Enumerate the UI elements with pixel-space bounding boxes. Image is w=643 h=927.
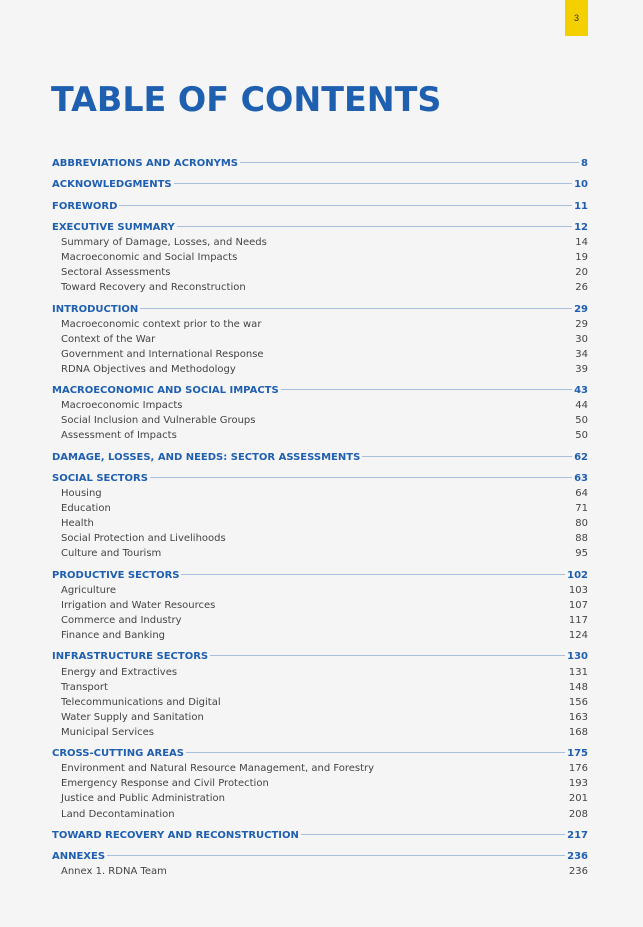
page-title: TABLE OF CONTENTS bbox=[51, 80, 442, 120]
toc-heading-page: 10 bbox=[574, 179, 588, 191]
toc-subentry-page: 44 bbox=[575, 400, 588, 412]
toc-subentry[interactable] bbox=[52, 413, 588, 428]
toc-subentry-title: Emergency Response and Civil Protection bbox=[61, 778, 269, 790]
toc-heading-page: 43 bbox=[574, 385, 588, 397]
toc-subentry-page: 193 bbox=[568, 778, 588, 790]
toc-section-heading[interactable] bbox=[52, 450, 588, 465]
toc-subentry-page: 71 bbox=[575, 503, 588, 515]
toc-leader-line bbox=[107, 855, 565, 856]
toc-subentry-title: Energy and Extractives bbox=[61, 666, 178, 678]
toc-heading-title: ACKNOWLEDGMENTS bbox=[52, 179, 172, 191]
toc-subentry-page: 208 bbox=[568, 808, 588, 820]
toc-leader-line bbox=[140, 308, 572, 309]
toc-subentry-title: Housing bbox=[61, 488, 102, 500]
toc-section bbox=[52, 156, 588, 171]
toc-subentry[interactable] bbox=[52, 516, 588, 531]
toc-section-heading[interactable] bbox=[52, 746, 588, 761]
page-number: 3 bbox=[573, 13, 579, 23]
toc-section bbox=[52, 746, 588, 821]
toc-heading-title: CROSS-CUTTING AREAS bbox=[52, 748, 184, 760]
toc-subentry-title: Sectoral Assessments bbox=[61, 267, 171, 279]
toc-subentry-title: Macroeconomic and Social Impacts bbox=[61, 252, 238, 264]
toc-subentry[interactable] bbox=[52, 598, 588, 613]
toc-subentry-page: 163 bbox=[568, 711, 588, 723]
toc-leader-line bbox=[181, 574, 565, 575]
toc-subentry[interactable] bbox=[52, 680, 588, 695]
page-number-badge bbox=[565, 0, 588, 36]
toc-subentry-page: 103 bbox=[568, 584, 588, 596]
toc-subentry-title: Education bbox=[61, 503, 111, 515]
toc-subentry-title: Irrigation and Water Resources bbox=[61, 599, 216, 611]
toc-subentry-page: 88 bbox=[575, 533, 588, 545]
toc-subentry-title: Transport bbox=[61, 681, 108, 693]
toc-subentry[interactable] bbox=[52, 486, 588, 501]
toc-section bbox=[52, 568, 588, 643]
toc-section-heading[interactable] bbox=[52, 828, 588, 843]
toc-heading-title: INTRODUCTION bbox=[52, 303, 139, 315]
toc-leader-line bbox=[186, 752, 565, 753]
toc-section bbox=[52, 383, 588, 443]
toc-subentry-title: Context of the War bbox=[61, 333, 156, 345]
toc-subentry-page: 64 bbox=[575, 488, 588, 500]
toc-subentry-title: Municipal Services bbox=[61, 726, 154, 738]
toc-heading-page: 130 bbox=[567, 651, 588, 663]
toc-heading-title: FOREWORD bbox=[52, 200, 118, 212]
toc-leader-line bbox=[174, 183, 572, 184]
toc-subentry-page: 236 bbox=[568, 866, 588, 878]
toc-subentry[interactable] bbox=[52, 265, 588, 280]
toc-heading-title: TOWARD RECOVERY AND RECONSTRUCTION bbox=[52, 829, 299, 841]
toc-subentry[interactable] bbox=[52, 280, 588, 295]
toc-subentry[interactable] bbox=[52, 583, 588, 598]
toc-heading-title: DAMAGE, LOSSES, AND NEEDS: SECTOR ASSESSMENTS bbox=[52, 451, 361, 463]
toc-subentry[interactable] bbox=[52, 791, 588, 806]
toc-section bbox=[52, 471, 588, 562]
toc-subentry-page: 201 bbox=[568, 793, 588, 805]
toc-subentry[interactable] bbox=[52, 501, 588, 516]
toc-subentry-page: 176 bbox=[568, 763, 588, 775]
table-of-contents bbox=[52, 156, 588, 879]
toc-section-heading[interactable] bbox=[52, 156, 588, 171]
toc-subentry[interactable] bbox=[52, 332, 588, 347]
toc-subentry-page: 117 bbox=[568, 615, 588, 627]
toc-subentry-page: 39 bbox=[575, 363, 588, 375]
toc-section bbox=[52, 302, 588, 377]
toc-leader-line bbox=[362, 456, 572, 457]
toc-section-heading[interactable] bbox=[52, 849, 588, 864]
toc-subentry-page: 131 bbox=[568, 666, 588, 678]
toc-subentry-page: 30 bbox=[575, 333, 588, 345]
toc-section bbox=[52, 849, 588, 879]
toc-subentry[interactable] bbox=[52, 628, 588, 643]
toc-leader-line bbox=[240, 162, 579, 163]
toc-heading-title: SOCIAL SECTORS bbox=[52, 473, 148, 484]
toc-subentry-title: Water Supply and Sanitation bbox=[61, 711, 204, 723]
toc-heading-page: 102 bbox=[567, 569, 588, 581]
toc-heading-page: 236 bbox=[567, 851, 588, 863]
toc-leader-line bbox=[119, 205, 572, 206]
toc-subentry-page: 14 bbox=[575, 236, 588, 248]
toc-subentry-title: Macroeconomic context prior to the war bbox=[61, 318, 262, 330]
toc-subentry-page: 26 bbox=[575, 282, 588, 294]
toc-subentry[interactable] bbox=[52, 725, 588, 740]
toc-subentry-title: Assessment of Impacts bbox=[61, 430, 177, 442]
toc-subentry-page: 107 bbox=[568, 599, 588, 611]
toc-subentry[interactable] bbox=[52, 235, 588, 250]
toc-subentry-title: Social Protection and Livelihoods bbox=[61, 533, 226, 545]
toc-subentry-title: Agriculture bbox=[61, 584, 116, 596]
toc-subentry-page: 168 bbox=[568, 726, 588, 738]
toc-subentry[interactable] bbox=[52, 531, 588, 546]
toc-heading-page: 63 bbox=[574, 473, 588, 484]
toc-subentry-title: RDNA Objectives and Methodology bbox=[61, 363, 236, 375]
toc-subentry[interactable] bbox=[52, 317, 588, 332]
toc-section-heading[interactable] bbox=[52, 302, 588, 317]
toc-subentry-page: 95 bbox=[575, 548, 588, 560]
toc-section-heading[interactable] bbox=[52, 383, 588, 398]
toc-heading-page: 29 bbox=[574, 303, 588, 315]
toc-subentry[interactable] bbox=[52, 665, 588, 680]
toc-section-heading[interactable] bbox=[52, 649, 588, 664]
toc-subentry-page: 50 bbox=[575, 415, 588, 427]
toc-subentry-title: Macroeconomic Impacts bbox=[61, 400, 183, 412]
toc-subentry[interactable] bbox=[52, 695, 588, 710]
toc-subentry[interactable] bbox=[52, 398, 588, 413]
toc-section bbox=[52, 649, 588, 740]
toc-heading-title: PRODUCTIVE SECTORS bbox=[52, 569, 180, 581]
toc-subentry[interactable] bbox=[52, 864, 588, 879]
toc-subentry[interactable] bbox=[52, 710, 588, 725]
toc-subentry-title: Commerce and Industry bbox=[61, 615, 182, 627]
toc-subentry[interactable] bbox=[52, 428, 588, 443]
toc-heading-page: 175 bbox=[567, 748, 588, 760]
toc-subentry-title: Telecommunications and Digital bbox=[61, 696, 221, 708]
toc-heading-title: ABBREVIATIONS AND ACRONYMS bbox=[52, 158, 238, 169]
toc-heading-page: 12 bbox=[574, 221, 588, 233]
toc-subentry-page: 148 bbox=[568, 681, 588, 693]
toc-subentry-title: Culture and Tourism bbox=[61, 548, 162, 560]
toc-heading-title: ANNEXES bbox=[52, 851, 106, 863]
toc-section bbox=[52, 177, 588, 192]
toc-section-heading[interactable] bbox=[52, 568, 588, 583]
toc-leader-line bbox=[301, 834, 565, 835]
toc-subentry-page: 19 bbox=[575, 252, 588, 264]
toc-heading-title: EXECUTIVE SUMMARY bbox=[52, 221, 175, 233]
toc-subentry[interactable] bbox=[52, 347, 588, 362]
toc-leader-line bbox=[210, 655, 565, 656]
toc-subentry-page: 29 bbox=[575, 318, 588, 330]
toc-subentry-title: Environment and Natural Resource Management, and Forestry bbox=[61, 763, 375, 775]
toc-heading-page: 62 bbox=[574, 451, 588, 463]
toc-subentry-page: 124 bbox=[568, 630, 588, 642]
toc-subentry[interactable] bbox=[52, 362, 588, 377]
toc-subentry-title: Finance and Banking bbox=[61, 630, 166, 642]
toc-subentry[interactable] bbox=[52, 613, 588, 628]
toc-heading-title: INFRASTRUCTURE SECTORS bbox=[52, 651, 209, 663]
toc-subentry[interactable] bbox=[52, 807, 588, 822]
toc-subentry-title: Annex 1. RDNA Team bbox=[61, 866, 167, 878]
toc-leader-line bbox=[281, 389, 572, 390]
toc-heading-page: 8 bbox=[581, 158, 588, 169]
toc-subentry-title: Government and International Response bbox=[61, 348, 264, 360]
toc-heading-page: 217 bbox=[567, 829, 588, 841]
toc-subentry-title: Toward Recovery and Reconstruction bbox=[61, 282, 246, 294]
toc-subentry-page: 50 bbox=[575, 430, 588, 442]
toc-heading-title: MACROECONOMIC AND SOCIAL IMPACTS bbox=[52, 385, 279, 397]
toc-subentry-title: Social Inclusion and Vulnerable Groups bbox=[61, 415, 256, 427]
toc-subentry-title: Health bbox=[61, 518, 94, 530]
toc-subentry-title: Land Decontamination bbox=[61, 808, 175, 820]
toc-section bbox=[52, 199, 588, 214]
toc-section bbox=[52, 828, 588, 843]
toc-section-heading[interactable] bbox=[52, 471, 588, 486]
toc-section bbox=[52, 220, 588, 295]
toc-subentry-title: Summary of Damage, Losses, and Needs bbox=[61, 236, 267, 248]
toc-subentry-page: 34 bbox=[575, 348, 588, 360]
toc-subentry[interactable] bbox=[52, 546, 588, 561]
toc-section bbox=[52, 450, 588, 465]
toc-heading-page: 11 bbox=[574, 200, 588, 212]
toc-subentry[interactable] bbox=[52, 761, 588, 776]
toc-subentry-page: 156 bbox=[568, 696, 588, 708]
toc-subentry-title: Justice and Public Administration bbox=[61, 793, 225, 805]
toc-subentry-page: 20 bbox=[575, 267, 588, 279]
toc-leader-line bbox=[177, 226, 572, 227]
toc-subentry[interactable] bbox=[52, 776, 588, 791]
toc-subentry[interactable] bbox=[52, 250, 588, 265]
toc-section-heading[interactable] bbox=[52, 177, 588, 192]
toc-section-heading[interactable] bbox=[52, 199, 588, 214]
toc-leader-line bbox=[150, 477, 572, 478]
toc-section-heading[interactable] bbox=[52, 220, 588, 235]
toc-subentry-page: 80 bbox=[575, 518, 588, 530]
